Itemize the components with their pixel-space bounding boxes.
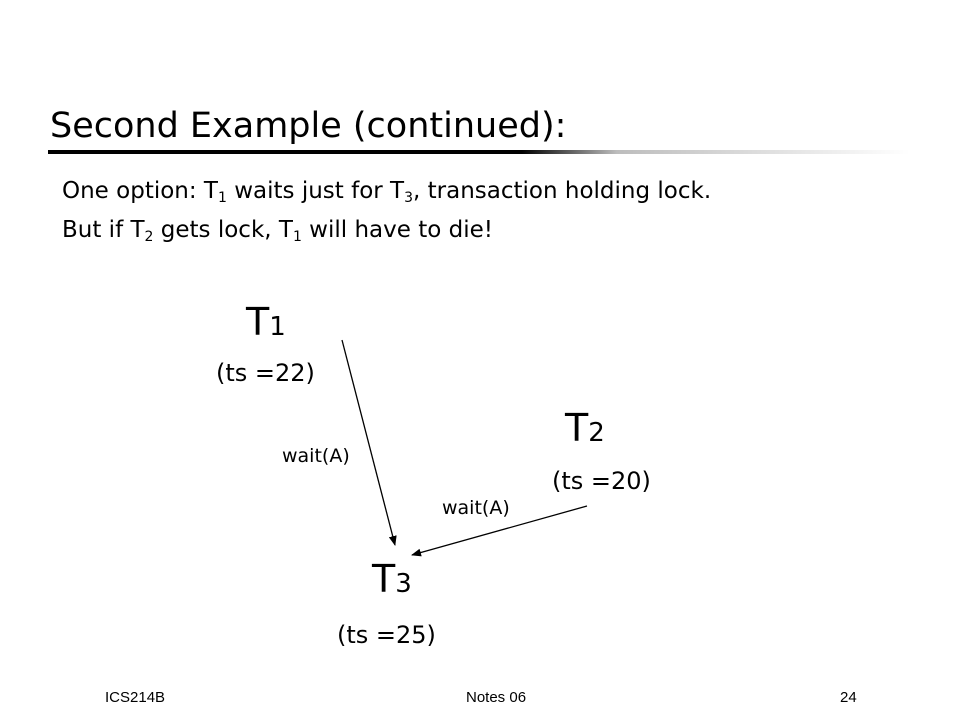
line2-sub-a: 2	[144, 229, 154, 245]
node-t2	[565, 406, 605, 455]
line1-text-b: waits just for T	[226, 178, 405, 204]
node-t2-timestamp: (ts =20)	[552, 467, 651, 495]
line2-text-b: gets lock, T	[153, 217, 293, 243]
node-t3	[372, 557, 412, 606]
line1-sub-b: 3	[404, 190, 414, 206]
line1-text-a: One option: T	[62, 178, 218, 204]
node-t3-letter: T	[372, 557, 396, 601]
line1-sub-a: 1	[217, 190, 227, 206]
edge-t2-label: wait(A)	[442, 497, 510, 519]
slide-title: Second Example (continued):	[50, 106, 567, 146]
node-t2-letter: T	[565, 406, 589, 450]
edge-t1-to-t3	[342, 340, 395, 545]
line2-sub-b: 1	[292, 229, 302, 245]
footer-page-number: 24	[840, 689, 857, 706]
node-t1-timestamp: (ts =22)	[216, 359, 315, 387]
line2-text-c: will have to die!	[301, 217, 493, 243]
node-t3-sub: 3	[395, 569, 412, 599]
node-t1-letter: T	[246, 300, 270, 344]
edge-t1-label: wait(A)	[282, 445, 350, 467]
line1-text-c: , transaction holding lock.	[413, 178, 712, 204]
footer-notes: Notes 06	[466, 689, 527, 706]
node-t1-sub: 1	[269, 312, 286, 342]
node-t3-timestamp: (ts =25)	[337, 621, 436, 649]
footer-course: ICS214B	[105, 689, 166, 706]
line2-text-a: But if T	[62, 217, 145, 243]
node-t1	[246, 300, 286, 349]
node-t2-sub: 2	[588, 418, 605, 448]
